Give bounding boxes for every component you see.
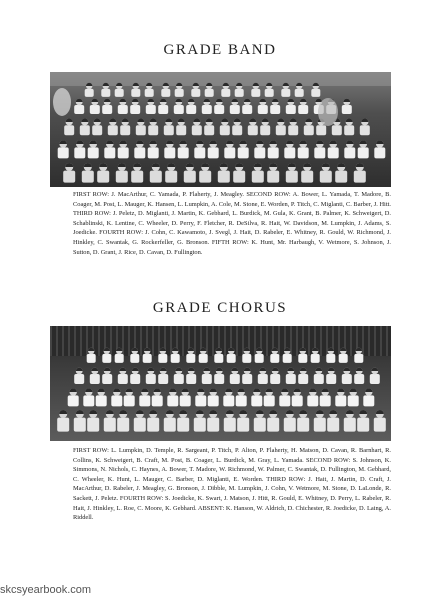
- band-photo-image: [50, 72, 391, 187]
- chorus-section-title: GRADE CHORUS: [152, 300, 288, 316]
- band-section-title: GRADE BAND: [163, 42, 277, 58]
- chorus-photo-image: [50, 326, 391, 441]
- chorus-group-photo: [50, 326, 391, 441]
- chorus-caption: FIRST ROW: L. Lumpkin, D. Temple, R. Sargeant, P. Titch, P. Alton, P. Flaherty, H. Matson, D. Cavan, R. Barnhart, R. Collins, K. Schweigert, B. Craft, M. Post, B. Coager, L. Burdick, M. Gray, L. Yamada. SECOND ROW: S. Johnson, K. Simmons, N. Nichols, C. Haynes, A. Bower, T. Madore, W. Richmond, W. Palmer, C. Swantak, D. Fullington, M. Gebhard, C. Wheeler, K. Hunt, L. Mauger, C. Barber, D. Miglanti, E. Worden. THIRD ROW: J. Hait, J. Martin, D. Craft, J. MacArthur, D. Rabeler, J. Meagley, G. Bronson, J. Dibble, M. Lumpkin, J. Cohn, V. Wetmore, M. Stone, D. LaLonde, R. Sackett, J. Peletz. FOURTH ROW: S. Joedicke, K. Swart, J. Matson, J. Hitt, R. Gould, E. Whitney, D. Perry, L. Rabeler, R. Hait, J. Hinkley, L. Roe, C. Moore, K. Gebhard. ABSENT: K. Hanson, W. Aldrich, D. Chichester, R. Joedicke, D. Laing, A. Riddell.: [73, 447, 391, 522]
- band-group-photo: [50, 72, 391, 187]
- watermark: skcsyearbook.com: [0, 584, 92, 596]
- band-caption: FIRST ROW: J. MacArthur, C. Yamada, P. Flaherty, J. Meagley. SECOND ROW: A. Bower, L. Yamada, T. Madore, B. Coager, M. Post, L. Mauger, K. Hansen, L. Lumpkin, A. Cole, M. Stone, E. Worden, P. Titch, C. Miglanti, C. Barber, J. Hitt. THIRD ROW: J. Peletz, D. Miglanti, J. Martin, K. Gebhard, L. Burdick, M. Gula, K. Grant, B. Palmer, K. Schweigert, D. Schablinski, K. Lentine, C. Wheeler, D. Perry, F. Fletcher, R. DeSilva, R. Hait, W. Davidson, M. Lumpkin, J. Adams, S. Joedicke. FOURTH ROW: J. Cohn, C. Kawamoto, J. Svegl, J. Hait, D. Rabeler, E. Whitney, R. Gould, W. Richmond, J. Hinkley, C. Swantak, G. Rockerfeller, G. Bronson. FIFTH ROW: K. Hunt, Mr. Harbaugh, V. Wetmore, S. Johnson, J. Sutton, D. Grant, J. Rice, D. Cavan, D. Fullington.: [73, 191, 391, 256]
